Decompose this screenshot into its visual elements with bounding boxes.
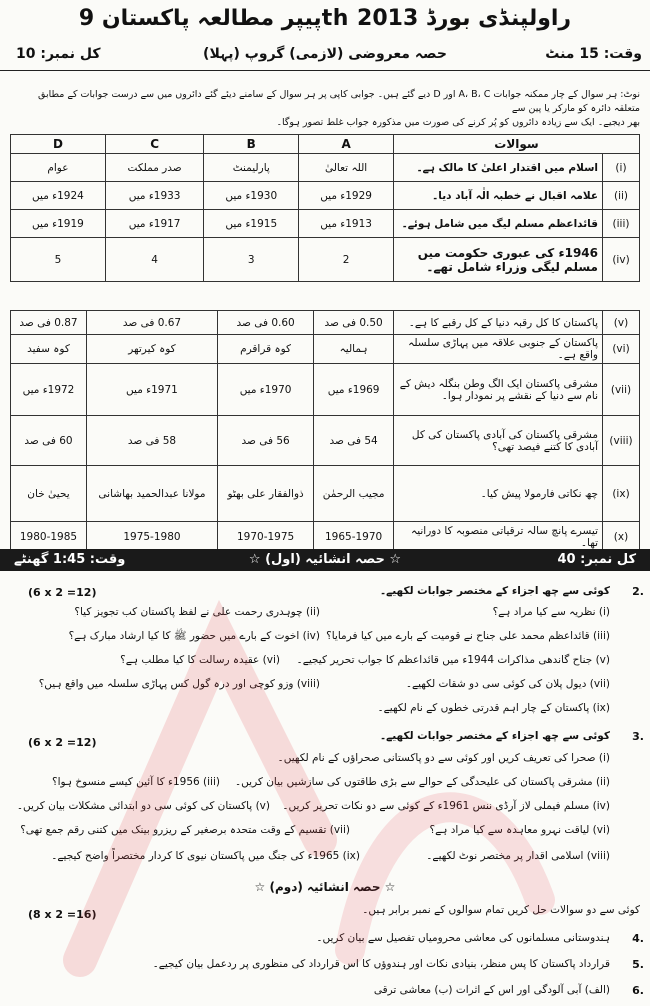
mcq-number: (vii) <box>603 364 640 416</box>
mcq-question: مشرقی پاکستان ایک الگ وطن بنگلہ دیش کے نام سے دنیا کے نقشے پر نمودار ہوا۔ <box>394 364 603 416</box>
mcq-option-b: 3 <box>204 238 299 282</box>
mcq-option-b: 1970ء میں <box>217 364 313 416</box>
header-b: B <box>204 135 299 154</box>
mcq-option-b: کوہ قراقرم <box>217 335 313 364</box>
mcq-question: قائداعظم مسلم لیگ میں شامل ہوئے۔ <box>394 210 603 238</box>
question-marks: (6 x 2 =12) <box>28 586 97 599</box>
mcq-option-b: 56 فی صد <box>217 416 313 466</box>
mcq-number: (iii) <box>603 210 640 238</box>
mcq-table-part2 <box>10 310 640 552</box>
short-question: (v) پاکستان کی کوئی سی دو ابتدائی مشکلات بیان کریں۔ <box>16 800 270 812</box>
mcq-option-c: 1933ء میں <box>105 182 203 210</box>
mcq-question: تیسرے پانچ سالہ ترقیاتی منصوبہ کا دورانیہ تھا۔ <box>394 522 603 552</box>
subjective-section-banner <box>0 549 650 571</box>
header-c: C <box>105 135 203 154</box>
mcq-row <box>11 416 640 466</box>
mcq-question: 1946ء کی عبوری حکومت میں مسلم لیگی وزراء شامل تھے۔ <box>394 238 603 282</box>
mcq-option-c: صدر مملکت <box>105 154 203 182</box>
mcq-row <box>11 210 640 238</box>
mcq-option-c: 1975-1980 <box>86 522 217 552</box>
mcq-option-b: 1970-1975 <box>217 522 313 552</box>
mcq-option-a: 1965-1970 <box>314 522 394 552</box>
mcq-option-a: اللہ تعالیٰ <box>299 154 394 182</box>
section-label: حصہ معروضی (لازمی) گروپ (پہلا) <box>203 46 447 62</box>
mcq-option-d: 60 فی صد <box>11 416 87 466</box>
short-question: (iv) مسلم فیملی لاز آرڈی ننس 1961ء کے کوئی سے دو نکات تحریر کریں۔ <box>282 800 610 812</box>
mcq-number: (v) <box>603 311 640 335</box>
banner-time: وقت: 1:45 گھنٹے <box>14 552 126 567</box>
question-marks: (6 x 2 =12) <box>28 736 97 749</box>
mcq-option-b: پارلیمنٹ <box>204 154 299 182</box>
mcq-option-a: 2 <box>299 238 394 282</box>
mcq-option-d: 1980-1985 <box>11 522 87 552</box>
mcq-option-c: کوہ کیرتھر <box>86 335 217 364</box>
mcq-row <box>11 522 640 552</box>
mcq-number: (viii) <box>603 416 640 466</box>
long-question-number: 6. <box>632 984 644 997</box>
note-line: بھر دیجیے۔ ایک سے زیادہ دائروں کو پُر کرنے کی صورت میں مذکورہ جواب غلط تصور ہوگا۔ <box>276 117 640 128</box>
mcq-number: (vi) <box>603 335 640 364</box>
part2-intro: کوئی سے دو سوالات حل کریں تمام سوالوں کے نمبر برابر ہیں۔ <box>362 904 640 916</box>
short-question: (i) صحرا کی تعریف کریں اور کوئی سے دو پاکستانی صحراؤں کے نام لکھیں۔ <box>277 752 610 764</box>
mcq-row <box>11 238 640 282</box>
mcq-option-d: کوہ سفید <box>11 335 87 364</box>
short-question: (ix) پاکستان کے چار اہم قدرتی خطوں کے نام لکھیے۔ <box>377 702 610 714</box>
short-question: (iv) اخوت کے بارے میں حضور ﷺ کا کیا ارشاد مبارک ہے؟ <box>68 630 320 642</box>
mcq-row <box>11 335 640 364</box>
question-intro: کوئی سے چھ اجزاء کے مختصر جوابات لکھیے۔ <box>379 585 610 597</box>
mcq-option-d: 0.87 فی صد <box>11 311 87 335</box>
part2-heading: ☆ حصہ انشائیہ (دوم) ☆ <box>254 880 396 894</box>
mcq-option-b: ذوالفقار علی بھٹو <box>217 466 313 522</box>
banner-section: ☆ حصہ انشائیہ (اول) ☆ <box>248 552 402 567</box>
long-question-number: 5. <box>632 958 644 971</box>
mcq-option-c: 1917ء میں <box>105 210 203 238</box>
mcq-option-d: عوام <box>11 154 106 182</box>
mcq-option-a: 1913ء میں <box>299 210 394 238</box>
time-allowed: وقت: 15 منٹ <box>545 46 642 62</box>
mcq-option-d: 1919ء میں <box>11 210 106 238</box>
mcq-option-c: 0.67 فی صد <box>86 311 217 335</box>
mcq-option-d: 1972ء میں <box>11 364 87 416</box>
short-question: (viii) اسلامی اقدار پر مختصر نوٹ لکھیے۔ <box>426 850 610 862</box>
mcq-option-c: مولانا عبدالحمید بھاشانی <box>86 466 217 522</box>
short-question: (ii) مشرقی پاکستان کی علیحدگی کے حوالے سے بڑی طاقتوں کی سازشیں بیان کریں۔ <box>235 776 610 788</box>
question-intro: کوئی سے چھ اجزاء کے مختصر جوابات لکھیے۔ <box>379 730 610 742</box>
question-number: 3. <box>632 730 644 743</box>
mcq-option-b: 1915ء میں <box>204 210 299 238</box>
mcq-question: علامہ اقبال نے خطبہ الٰہ آباد دیا۔ <box>394 182 603 210</box>
mcq-question: اسلام میں اقتدار اعلیٰ کا مالک ہے۔ <box>394 154 603 182</box>
short-question: (ii) چوہدری رحمت علی نے لفظ پاکستان کب تجویز کیا؟ <box>74 606 320 618</box>
total-marks: کل نمبر: 10 <box>16 46 101 62</box>
mcq-row <box>11 154 640 182</box>
short-question: (vii) تقسیم کے وقت متحدہ برصغیر کے ریزرو بینک میں کتنی رقم جمع تھی؟ <box>20 824 350 836</box>
mcq-option-a: 0.50 فی صد <box>314 311 394 335</box>
mcq-question: چھ نکاتی فارمولا پیش کیا۔ <box>394 466 603 522</box>
mcq-option-a: 1929ء میں <box>299 182 394 210</box>
banner-marks: کل نمبر: 40 <box>557 552 636 567</box>
long-question-number: 4. <box>632 932 644 945</box>
header-questions: سوالات <box>394 135 640 154</box>
mcq-option-d: یحییٰ خان <box>11 466 87 522</box>
mcq-row <box>11 364 640 416</box>
note-line: نوٹ: ہر سوال کے چار ممکنہ جوابات A، B، C اور D دیے گئے ہیں۔ جوابی کاپی پر ہر سوال کے سامنے دیئے گئے دائروں میں سے درست جوابات کے مطابق متعلقہ دائرہ کو مارکر یا پین سے <box>38 89 640 114</box>
short-question: (ix) 1965ء کی جنگ میں پاکستان نیوی کا کردار مختصراً واضح کیجیے۔ <box>51 850 360 862</box>
long-question: قرارداد پاکستان کا پس منظر، بنیادی نکات اور ہندوؤں کا اس قرارداد کی منظوری پر ردعمل بیان کیجیے۔ <box>152 958 610 970</box>
long-question: (الف) آبی آلودگی اور اس کے اثرات (ب) معاشی ترقی <box>373 984 610 996</box>
short-question: (iii) قائداعظم محمد علی جناح نے قومیت کے بارے میں کیا فرمایا؟ <box>326 630 610 642</box>
mcq-number: (ix) <box>603 466 640 522</box>
mcq-option-b: 0.60 فی صد <box>217 311 313 335</box>
short-question: (vi) عقیدہ رسالت کا کیا مطلب ہے؟ <box>120 654 280 666</box>
mcq-option-a: 54 فی صد <box>314 416 394 466</box>
short-question: (viii) وزو کوچی اور درہ گول کس پہاڑی سلسلہ میں واقع ہیں؟ <box>38 678 320 690</box>
mcq-row <box>11 466 640 522</box>
mcq-option-c: 1971ء میں <box>86 364 217 416</box>
mcq-table-part1 <box>10 134 640 282</box>
mcq-header-row <box>11 135 640 154</box>
mcq-row <box>11 311 640 335</box>
short-question: (vi) لیاقت نہرو معاہدہ سے کیا مراد ہے؟ <box>429 824 610 836</box>
mcq-question: پاکستان کے جنوبی علاقہ میں پہاڑی سلسلہ واقع ہے۔ <box>394 335 603 364</box>
mcq-option-d: 1924ء میں <box>11 182 106 210</box>
mcq-number: (iv) <box>603 238 640 282</box>
question-number: 2. <box>632 585 644 598</box>
mcq-question: پاکستان کا کل رقبہ دنیا کے کل رقبے کا ہے۔ <box>394 311 603 335</box>
short-question: (iii) 1956ء کا آئین کیسے منسوخ ہوا؟ <box>52 776 220 788</box>
mcq-option-a: مجیب الرحمٰن <box>314 466 394 522</box>
header-a: A <box>299 135 394 154</box>
mcq-number: (ii) <box>603 182 640 210</box>
short-question: (i) نظریہ سے کیا مراد ہے؟ <box>492 606 610 618</box>
mcq-option-b: 1930ء میں <box>204 182 299 210</box>
divider <box>0 70 650 71</box>
long-question: ہندوستانی مسلمانوں کی معاشی محرومیاں تفصیل سے بیان کریں۔ <box>316 932 610 944</box>
short-question: (vii) دیول پلان کی کوئی سی دو شقات لکھیے۔ <box>405 678 610 690</box>
paper-meta-row <box>0 46 650 72</box>
paper-title: پیپر مطالعہ پاکستان 9th راولپنڈی بورڈ 2013 <box>78 6 572 31</box>
mcq-row <box>11 182 640 210</box>
mcq-number: (i) <box>603 154 640 182</box>
short-question: (v) جناح گاندھی مذاکرات 1944ء میں قائداعظم کا جواب تحریر کیجیے۔ <box>296 654 610 666</box>
mcq-option-a: 1969ء میں <box>314 364 394 416</box>
mcq-option-c: 4 <box>105 238 203 282</box>
part2-marks: (8 x 2 =16) <box>28 908 97 921</box>
header-d: D <box>11 135 106 154</box>
mcq-number: (x) <box>603 522 640 552</box>
mcq-option-c: 58 فی صد <box>86 416 217 466</box>
mcq-option-a: ہمالیہ <box>314 335 394 364</box>
mcq-question: مشرقی پاکستان کی آبادی پاکستان کی کل آبادی کا کتنے فیصد تھی؟ <box>394 416 603 466</box>
instructions-note <box>10 88 640 130</box>
mcq-option-d: 5 <box>11 238 106 282</box>
